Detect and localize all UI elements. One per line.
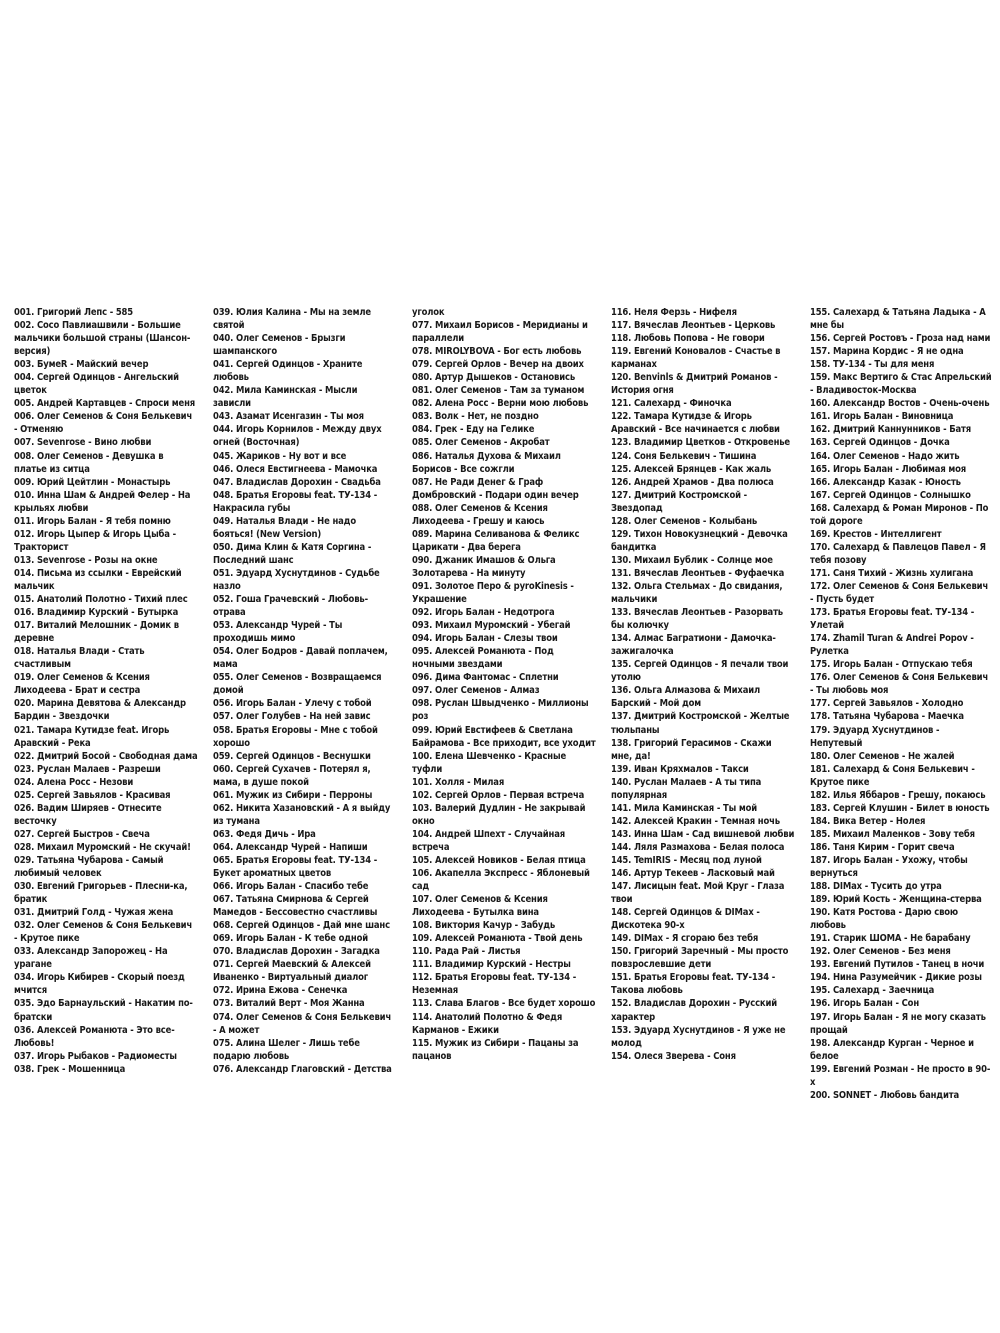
tracklist-column-5 bbox=[810, 306, 994, 1101]
track-entry: 120. Benvinls & Дмитрий Романов - История огня bbox=[611, 372, 778, 397]
track-entry: 196. Игорь Балан - Сон bbox=[810, 998, 920, 1010]
track-entry: 189. Юрий Кость - Женщина-стерва bbox=[810, 894, 982, 906]
track-entry: 183. Сергей Клушин - Билет в юность bbox=[810, 802, 990, 814]
track-entry: 135. Сергей Одинцов - Я печали твои утолю bbox=[611, 659, 789, 684]
track-entry: 194. Нина Разумейчик - Дикие розы bbox=[810, 972, 982, 984]
track-entry: 078. MIROLYBOVA - Бог есть любовь bbox=[412, 346, 582, 358]
track-entry: 158. ТУ-134 - Ты для меня bbox=[810, 359, 935, 371]
track-entry: 178. Татьяна Чубарова - Маечка bbox=[810, 711, 964, 723]
track-entry: 181. Салехард & Соня Белькевич - Крутое пике bbox=[810, 763, 975, 788]
track-entry: 147. Лисицын feat. Мой Круг - Глаза твои bbox=[611, 881, 785, 906]
track-entry: 187. Игорь Балан - Ухожу, чтобы вернуться bbox=[810, 854, 968, 880]
track-entry: 030. Евгений Григорьев - Плесни-ка, братик bbox=[14, 881, 188, 906]
track-entry: 088. Олег Семенов & Ксения Лиходеева - Грешу и каюсь bbox=[412, 502, 548, 527]
track-entry: 161. Игорь Балан - Виновница bbox=[810, 411, 954, 423]
track-entry: 015. Анатолий Полотно - Тихий плес bbox=[14, 594, 188, 606]
track-entry: 062. Никита Хазановский - А я выйду из тумана bbox=[213, 802, 391, 827]
track-entry: 023. Руслан Малаев - Разреши bbox=[14, 763, 161, 775]
track-entry: 188. DIMax - Тусить до утра bbox=[810, 881, 942, 893]
track-entry: 031. Дмитрий Голд - Чужая жена bbox=[14, 907, 174, 919]
track-entry: 138. Григорий Герасимов - Скажи мне, да! bbox=[611, 737, 772, 762]
track-entry: 098. Руслан Швыдченко - Миллионы роз bbox=[412, 698, 589, 723]
track-entry: 002. Сосо Павлиашвили - Большие мальчики большой страны (Шансон-версия) bbox=[14, 320, 191, 358]
track-entry: 072. Ирина Ежова - Сенечка bbox=[213, 985, 348, 997]
track-entry: 154. Олеся Зверева - Соня bbox=[611, 1050, 736, 1062]
track-entry: 142. Алексей Кракин - Темная ночь bbox=[611, 815, 780, 827]
track-entry: 021. Тамара Кутидзе feat. Игорь Аравский - Река bbox=[14, 724, 170, 749]
track-entry: 097. Олег Семенов - Алмаз bbox=[412, 685, 540, 697]
track-entry: 025. Сергей Завьялов - Красивая bbox=[14, 789, 171, 801]
track-entry: 044. Игорь Корнилов - Между двух огней (Восточная) bbox=[213, 424, 382, 449]
track-entry: 125. Алексей Брянцев - Как жаль bbox=[611, 463, 772, 475]
track-entry: 003. БумеR - Майский вечер bbox=[14, 359, 149, 371]
track-entry: 054. Олег Бодров - Давай поплачем, мама bbox=[213, 646, 388, 671]
track-entry: 180. Олег Семенов - Не жалей bbox=[810, 750, 955, 762]
track-entry: 064. Александр Чурей - Напиши bbox=[213, 841, 368, 853]
track-entry: 176. Олег Семенов & Соня Белькевич - Ты любовь моя bbox=[810, 672, 989, 697]
track-entry: 185. Михаил Маленков - Зову тебя bbox=[810, 828, 975, 840]
track-entry: 126. Андрей Храмов - Два полюса bbox=[611, 476, 774, 488]
tracklist-column-3 bbox=[412, 306, 596, 1062]
track-entry: 127. Дмитрий Костромской - Звездопад bbox=[611, 489, 748, 514]
track-entry: 152. Владислав Дорохин - Русский характер bbox=[611, 998, 778, 1023]
track-entry: 060. Сергей Сухачев - Потерял я, мама, в душе покой bbox=[213, 763, 371, 788]
track-entry: 167. Сергей Одинцов - Солнышко bbox=[810, 489, 971, 501]
track-entry: 041. Сергей Одинцов - Храните любовь bbox=[213, 359, 363, 384]
track-entry: 184. Вика Ветер - Нолея bbox=[810, 815, 926, 827]
track-entry: 050. Дима Клин & Катя Соргина - Последний шанс bbox=[213, 541, 372, 566]
track-entry: 040. Олег Семенов - Брызги шампанского bbox=[213, 333, 346, 358]
track-entry: 053. Александр Чурей - Ты проходишь мимо bbox=[213, 620, 343, 645]
track-entry: 132. Ольга Стельмах - До свидания, мальчики bbox=[611, 580, 783, 606]
track-entry: 174. Zhamil Turan & Andrei Popov - Рулетка bbox=[810, 633, 974, 658]
track-entry: 119. Евгений Коновалов - Счастье в карманах bbox=[611, 346, 781, 371]
track-entry: 091. Золотое Перо & pyroKinesis - Украшение bbox=[412, 580, 574, 606]
track-entry: 061. Мужик из Сибири - Перроны bbox=[213, 789, 373, 801]
track-entry: 037. Игорь Рыбаков - Радиоместы bbox=[14, 1050, 177, 1062]
track-entry: 195. Салехард - Заечница bbox=[810, 985, 935, 997]
track-entry: 197. Игорь Балан - Я не могу сказать прощай bbox=[810, 1011, 986, 1036]
track-entry: 105. Алексей Новиков - Белая птица bbox=[412, 854, 586, 866]
track-entry: 163. Сергей Одинцов - Дочка bbox=[810, 437, 950, 449]
track-entry: 036. Алексей Романюта - Это все-Любовь! bbox=[14, 1024, 175, 1049]
track-entry: 073. Виталий Верт - Моя Жанна bbox=[213, 998, 365, 1010]
track-entry: 076. Александр Глаговский - Детства bbox=[213, 1063, 392, 1075]
track-entry: 150. Григорий Заречный - Мы просто повзрослевшие дети bbox=[611, 946, 789, 971]
track-entry: 006. Олег Семенов & Соня Белькевич - Отменяю bbox=[14, 411, 193, 436]
track-entry: 099. Юрий Евстифеев & Светлана Байрамова - Все приходит, все уходит bbox=[412, 724, 596, 749]
track-entry: 012. Игорь Цыпер & Игорь Цыба - Тракторист bbox=[14, 528, 176, 553]
track-entry: 043. Азамат Исенгазин - Ты моя bbox=[213, 411, 364, 423]
track-entry: 172. Олег Семенов & Соня Белькевич - Пусть будет bbox=[810, 580, 989, 606]
track-entry: 079. Сергей Орлов - Вечер на двоих bbox=[412, 359, 584, 371]
track-entry: 111. Владимир Курский - Нестры bbox=[412, 959, 571, 971]
track-entry: 048. Братья Егоровы feat. ТУ-134 - Накрасила губы bbox=[213, 489, 378, 514]
track-entry: 094. Игорь Балан - Слезы твои bbox=[412, 633, 558, 645]
track-entry: 092. Игорь Балан - Недотрога bbox=[412, 607, 555, 619]
track-entry: 130. Михаил Бублик - Солнце мое bbox=[611, 554, 773, 566]
track-entry: 106. Акапелла Экспресс - Яблоневый сад bbox=[412, 868, 590, 893]
track-entry: 024. Алена Росс - Незови bbox=[14, 776, 134, 788]
track-entry: 001. Григорий Лепс - 585 bbox=[14, 307, 133, 318]
track-entry: 108. Виктория Качур - Забудь bbox=[412, 920, 556, 932]
track-entry: 134. Алмас Багратиони - Дамочка-зажигалочка bbox=[611, 633, 776, 658]
track-entry: 112. Братья Егоровы feat. ТУ-134 - Неземная bbox=[412, 972, 577, 997]
track-entry: 145. TemIRIS - Месяц под луной bbox=[611, 854, 762, 866]
track-entry: 095. Алексей Романюта - Под ночными звездами bbox=[412, 646, 554, 671]
track-entry: 190. Катя Ростова - Дарю свою любовь bbox=[810, 907, 958, 932]
track-entry: 042. Мила Каминская - Мысли зависли bbox=[213, 385, 358, 410]
track-entry: 017. Виталий Мелошник - Домик в деревне bbox=[14, 620, 179, 645]
track-entry: 014. Письма из ссылки - Еврейский мальчик bbox=[14, 567, 182, 592]
track-entry: 071. Сергей Маевский & Алексей Иваненко - Виртуальный диалог bbox=[213, 959, 371, 984]
track-entry: 083. Волк - Нет, не поздно bbox=[412, 411, 539, 423]
track-entry: 124. Соня Белькевич - Тишина bbox=[611, 450, 757, 462]
track-entry: 087. Не Ради Денег & Граф Домбровский - Подари один вечер bbox=[412, 476, 579, 501]
track-entry: 149. DIMax - Я сгораю без тебя bbox=[611, 933, 759, 945]
track-entry: 090. Джаник Имашов & Ольга Золотарева - На минуту bbox=[412, 554, 556, 579]
track-entry: 177. Сергей Завьялов - Холодно bbox=[810, 698, 964, 710]
track-entry: 103. Валерий Дудлин - Не закрывай окно bbox=[412, 802, 586, 827]
track-entry: 019. Олег Семенов & Ксения Лиходеева - Брат и сестра bbox=[14, 672, 150, 697]
track-entry: 008. Олег Семенов - Девушка в платье из ситца bbox=[14, 450, 164, 475]
track-entry: 114. Анатолий Полотно & Федя Карманов - Ежики bbox=[412, 1011, 563, 1036]
track-entry: 093. Михаил Муромский - Убегай bbox=[412, 620, 571, 632]
track-entry: 122. Тамара Кутидзе & Игорь Аравский - Все начинается с любви bbox=[611, 411, 780, 436]
track-entry: 101. Холля - Милая bbox=[412, 776, 505, 788]
track-entry: 047. Владислав Дорохин - Свадьба bbox=[213, 476, 381, 488]
track-entry: 168. Салехард & Роман Миронов - По той дороге bbox=[810, 502, 989, 527]
track-entry: 035. Эдо Барнаульский - Накатим по-братски bbox=[14, 998, 193, 1023]
track-entry: 059. Сергей Одинцов - Веснушки bbox=[213, 750, 371, 762]
track-entry: 029. Татьяна Чубарова - Самый любимый человек bbox=[14, 854, 164, 880]
track-entry: 151. Братья Егоровы feat. ТУ-134 - Такова любовь bbox=[611, 972, 776, 997]
track-entry: 027. Сергей Быстров - Свеча bbox=[14, 828, 150, 840]
tracklist-column-2 bbox=[213, 306, 397, 1075]
track-entry: 166. Александр Казак - Юность bbox=[810, 476, 961, 488]
track-entry: 070. Владислав Дорохин - Загадка bbox=[213, 946, 380, 958]
track-entry: 160. Александр Востов - Очень-очень bbox=[810, 398, 990, 410]
track-entry: 104. Андрей Шпехт - Случайная встреча bbox=[412, 828, 566, 853]
track-entry: 068. Сергей Одинцов - Дай мне шанс bbox=[213, 920, 390, 932]
track-entry: 199. Евгений Розман - Не просто в 90-х bbox=[810, 1063, 991, 1088]
track-entry: 123. Владимир Цветков - Откровенье bbox=[611, 437, 791, 449]
track-entry: 115. Мужик из Сибири - Пацаны за пацанов bbox=[412, 1037, 579, 1062]
track-entry: 075. Алина Шелег - Лишь тебе подарю любовь bbox=[213, 1037, 360, 1062]
track-entry: 046. Олеся Евстигнеева - Мамочка bbox=[213, 463, 378, 475]
track-entry: 022. Дмитрий Босой - Свободная дама bbox=[14, 750, 198, 762]
track-entry: 005. Андрей Картавцев - Спроси меня bbox=[14, 398, 196, 410]
tracklist-column-4 bbox=[611, 306, 795, 1062]
track-entry: 034. Игорь Кибирев - Скорый поезд мчится bbox=[14, 972, 185, 997]
track-entry: 175. Игорь Балан - Отпускаю тебя bbox=[810, 659, 973, 671]
track-entry: 171. Саня Тихий - Жизнь хулигана bbox=[810, 567, 974, 579]
track-entry: 121. Салехард - Финочка bbox=[611, 398, 732, 410]
track-entry: 084. Грек - Еду на Гелике bbox=[412, 424, 535, 436]
track-entry: 007. Sevenrose - Вино любви bbox=[14, 437, 152, 449]
track-entry: 086. Наталья Духова & Михаил Борисов - Все сожгли bbox=[412, 450, 561, 475]
track-entry: 107. Олег Семенов & Ксения Лиходеева - Бутылка вина bbox=[412, 894, 548, 919]
tracklist-column-1 bbox=[14, 306, 198, 1075]
track-entry: 169. Крестов - Интеллигент bbox=[810, 528, 942, 540]
track-entry: 038. Грек - Мошенница bbox=[14, 1063, 126, 1075]
track-entry: 051. Эдуард Хуснутдинов - Судьбе назло bbox=[213, 567, 380, 592]
track-entry: 173. Братья Егоровы feat. ТУ-134 - Улетай bbox=[810, 607, 975, 632]
track-entry: 113. Слава Благов - Все будет хорошо bbox=[412, 998, 596, 1010]
track-entry: 074. Олег Семенов & Соня Белькевич - А может bbox=[213, 1011, 392, 1036]
track-entry: 096. Дима Фантомас - Сплетни bbox=[412, 672, 559, 684]
track-entry: 004. Сергей Одинцов - Ангельский цветок bbox=[14, 372, 179, 397]
track-entry: 118. Любовь Попова - Не говори bbox=[611, 333, 765, 345]
track-entry: 198. Александр Курган - Черное и белое bbox=[810, 1037, 974, 1062]
track-entry: 157. Марина Кордис - Я не одна bbox=[810, 346, 964, 358]
track-entry: 081. Олег Семенов - Там за туманом bbox=[412, 385, 585, 397]
track-entry: 144. Ляля Размахова - Белая полоса bbox=[611, 841, 785, 853]
track-entry: 100. Елена Шевченко - Красные туфли bbox=[412, 750, 567, 775]
track-entry: 116. Неля Ферзь - Нифеля bbox=[611, 307, 737, 318]
track-entry: 069. Игорь Балан - К тебе одной bbox=[213, 933, 368, 945]
track-entry: 077. Михаил Борисов - Меридианы и параллели bbox=[412, 320, 588, 345]
track-entry: 146. Артур Текеев - Ласковый май bbox=[611, 868, 775, 880]
track-entry: 102. Сергей Орлов - Первая встреча bbox=[412, 789, 585, 801]
track-entry: 010. Инна Шам & Андрей Фелер - На крыльях любви bbox=[14, 489, 191, 514]
track-entry: 089. Марина Селиванова & Феликс Царикати - Два берега bbox=[412, 528, 580, 553]
track-entry: 186. Таня Кирим - Горит свеча bbox=[810, 841, 955, 853]
track-entry: 028. Михаил Муромский - Не скучай! bbox=[14, 841, 191, 853]
track-entry: 049. Наталья Влади - Не надо бояться! (New Version) bbox=[213, 515, 356, 540]
track-entry: 136. Ольга Алмазова & Михаил Барский - Мой дом bbox=[611, 685, 761, 710]
track-entry: 148. Сергей Одинцов & DIMax - Дискотека 90-х bbox=[611, 907, 760, 932]
track-entry: 141. Мила Каминская - Ты мой bbox=[611, 802, 757, 814]
track-entry: 009. Юрий Цейтлин - Монастырь bbox=[14, 476, 171, 488]
track-entry: 193. Евгений Путилов - Танец в ночи bbox=[810, 959, 985, 971]
track-entry: 200. SONNET - Любовь бандита bbox=[810, 1089, 959, 1101]
track-entry: 020. Марина Девятова & Александр Бардин - Звездочки bbox=[14, 698, 186, 723]
track-entry: 192. Олег Семенов - Без меня bbox=[810, 946, 951, 958]
track-entry: 013. Sevenrose - Розы на окне bbox=[14, 554, 158, 566]
track-entry: 080. Артур Дышеков - Остановись bbox=[412, 372, 576, 384]
track-entry: 140. Руслан Малаев - А ты типа популярная bbox=[611, 776, 762, 801]
track-entry: 057. Олег Голубев - На ней завис bbox=[213, 711, 371, 723]
track-entry: 016. Владимир Курский - Бутырка bbox=[14, 607, 179, 619]
track-entry: 179. Эдуард Хуснутдинов - Непутевый bbox=[810, 724, 940, 749]
track-entry: 032. Олег Семенов & Соня Белькевич - Крутое пике bbox=[14, 920, 193, 945]
track-entry: 129. Тихон Новокузнецкий - Девочка бандитка bbox=[611, 528, 788, 553]
track-entry: 067. Татьяна Смирнова & Сергей Мамедов - Бессовестно счастливы bbox=[213, 894, 378, 919]
track-entry: 110. Рада Рай - Листья bbox=[412, 946, 521, 958]
track-entry: 065. Братья Егоровы feat. ТУ-134 - Букет ароматных цветов bbox=[213, 854, 378, 880]
track-entry: 085. Олег Семенов - Акробат bbox=[412, 437, 550, 449]
track-entry: 153. Эдуард Хуснутдинов - Я уже не молод bbox=[611, 1024, 786, 1049]
track-entry: уголок bbox=[412, 307, 445, 318]
tracklist bbox=[14, 306, 994, 1101]
track-entry: 039. Юлия Калина - Мы на земле святой bbox=[213, 307, 371, 332]
track-entry: 156. Сергей Ростовъ - Гроза над нами bbox=[810, 333, 991, 345]
track-entry: 182. Илья Яббаров - Грешу, покаюсь bbox=[810, 789, 986, 801]
track-entry: 131. Вячеслав Леонтьев - Фуфаечка bbox=[611, 567, 785, 579]
track-entry: 162. Дмитрий Каннунников - Батя bbox=[810, 424, 972, 436]
track-entry: 117. Вячеслав Леонтьев - Церковь bbox=[611, 320, 776, 332]
track-entry: 082. Алена Росс - Верни мою любовь bbox=[412, 398, 589, 410]
track-entry: 052. Гоша Грачевский - Любовь-отрава bbox=[213, 594, 368, 619]
track-entry: 128. Олег Семенов - Колыбань bbox=[611, 515, 758, 527]
track-entry: 164. Олег Семенов - Надо жить bbox=[810, 450, 960, 462]
track-entry: 165. Игорь Балан - Любимая моя bbox=[810, 463, 967, 475]
track-entry: 155. Салехард & Татьяна Ладыка - А мне бы bbox=[810, 307, 986, 332]
track-entry: 143. Инна Шам - Сад вишневой любви bbox=[611, 828, 795, 840]
track-entry: 109. Алексей Романюта - Твой день bbox=[412, 933, 583, 945]
track-entry: 058. Братья Егоровы - Мне с тобой хорошо bbox=[213, 724, 378, 749]
track-entry: 159. Макс Вертиго & Стас Апрельский - Владивосток-Москва bbox=[810, 372, 992, 397]
track-entry: 133. Вячеслав Леонтьев - Разорвать бы колючку bbox=[611, 607, 783, 632]
track-entry: 055. Олег Семенов - Возвращаемся домой bbox=[213, 672, 382, 697]
track-entry: 033. Александр Запорожец - На урагане bbox=[14, 946, 168, 971]
track-entry: 011. Игорь Балан - Я тебя помню bbox=[14, 515, 171, 527]
track-entry: 026. Вадим Ширяев - Отнесите весточку bbox=[14, 802, 162, 827]
track-entry: 045. Жариков - Ну вот и все bbox=[213, 450, 347, 462]
track-entry: 191. Старик ШОМА - Не барабану bbox=[810, 933, 971, 945]
track-entry: 056. Игорь Балан - Улечу с тобой bbox=[213, 698, 372, 710]
track-entry: 066. Игорь Балан - Спасибо тебе bbox=[213, 881, 369, 893]
track-entry: 018. Наталья Влади - Стать счастливым bbox=[14, 646, 145, 671]
track-entry: 137. Дмитрий Костромской - Желтые тюльпаны bbox=[611, 711, 790, 736]
track-entry: 139. Иван Кряхмалов - Такси bbox=[611, 763, 749, 775]
track-entry: 170. Салехард & Павлецов Павел - Я тебя позову bbox=[810, 541, 986, 566]
track-entry: 063. Федя Дичь - Ира bbox=[213, 828, 316, 840]
